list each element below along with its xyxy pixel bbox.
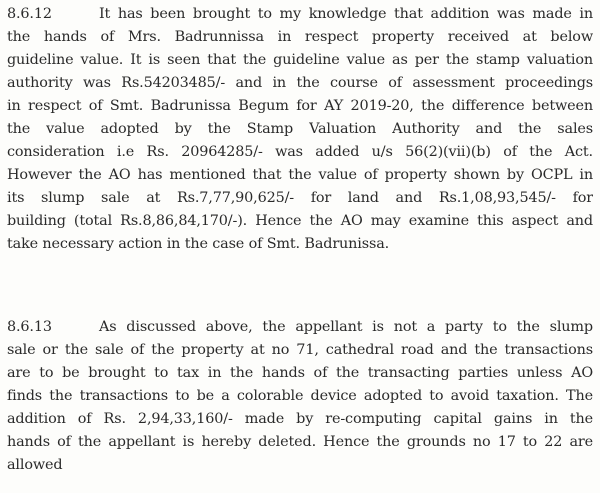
paragraph-line	[7, 316, 593, 339]
paragraph-line: guideline value. It is seen that the guideline value as per the stamp valuation	[7, 52, 593, 68]
paragraph-line: allowed	[7, 457, 63, 473]
paragraph-line: addition of Rs. 2,94,33,160/- made by re-computing capital gains in the	[7, 411, 593, 427]
paragraph-number: 8.6.13	[7, 319, 52, 335]
paragraph-line: authority was Rs.54203485/- and in the course of assessment proceedings	[7, 75, 593, 91]
paragraph-line: are to be brought to tax in the hands of the transacting parties unless AO	[7, 365, 593, 381]
paragraph-line: finds the transactions to be a colorable device adopted to avoid taxation. The	[7, 388, 593, 404]
paragraph-8-6-13	[7, 316, 593, 477]
paragraph-line: sale or the sale of the property at no 71, cathedral road and the transactions	[7, 342, 593, 358]
paragraph-line: the value adopted by the Stamp Valuation Authority and the sales	[7, 121, 593, 137]
paragraph-line: However the AO has mentioned that the value of property shown by OCPL in	[7, 167, 593, 183]
paragraph-line: its slump sale at Rs.7,77,90,625/- for land and Rs.1,08,93,545/- for	[7, 190, 593, 206]
paragraph-text: As discussed above, the appellant is not a party to the slump	[99, 319, 593, 335]
paragraph-number: 8.6.12	[7, 6, 52, 22]
paragraph-line	[7, 3, 593, 26]
paragraph-line: in respect of Smt. Badrunissa Begum for AY 2019-20, the difference between	[7, 98, 593, 114]
paragraph-line: take necessary action in the case of Smt. Badrunissa.	[7, 236, 390, 252]
paragraph-line: consideration i.e Rs. 20964285/- was added u/s 56(2)(vii)(b) of the Act.	[7, 144, 593, 160]
paragraph-8-6-12	[7, 3, 593, 256]
paragraph-line: hands of the appellant is hereby deleted. Hence the grounds no 17 to 22 are	[7, 434, 593, 450]
paragraph-text: It has been brought to my knowledge that addition was made in	[99, 6, 593, 22]
paragraph-line: building (total Rs.8,86,84,170/-). Hence the AO may examine this aspect and	[7, 213, 593, 229]
paragraph-line: the hands of Mrs. Badrunnissa in respect property received at below	[7, 29, 593, 45]
